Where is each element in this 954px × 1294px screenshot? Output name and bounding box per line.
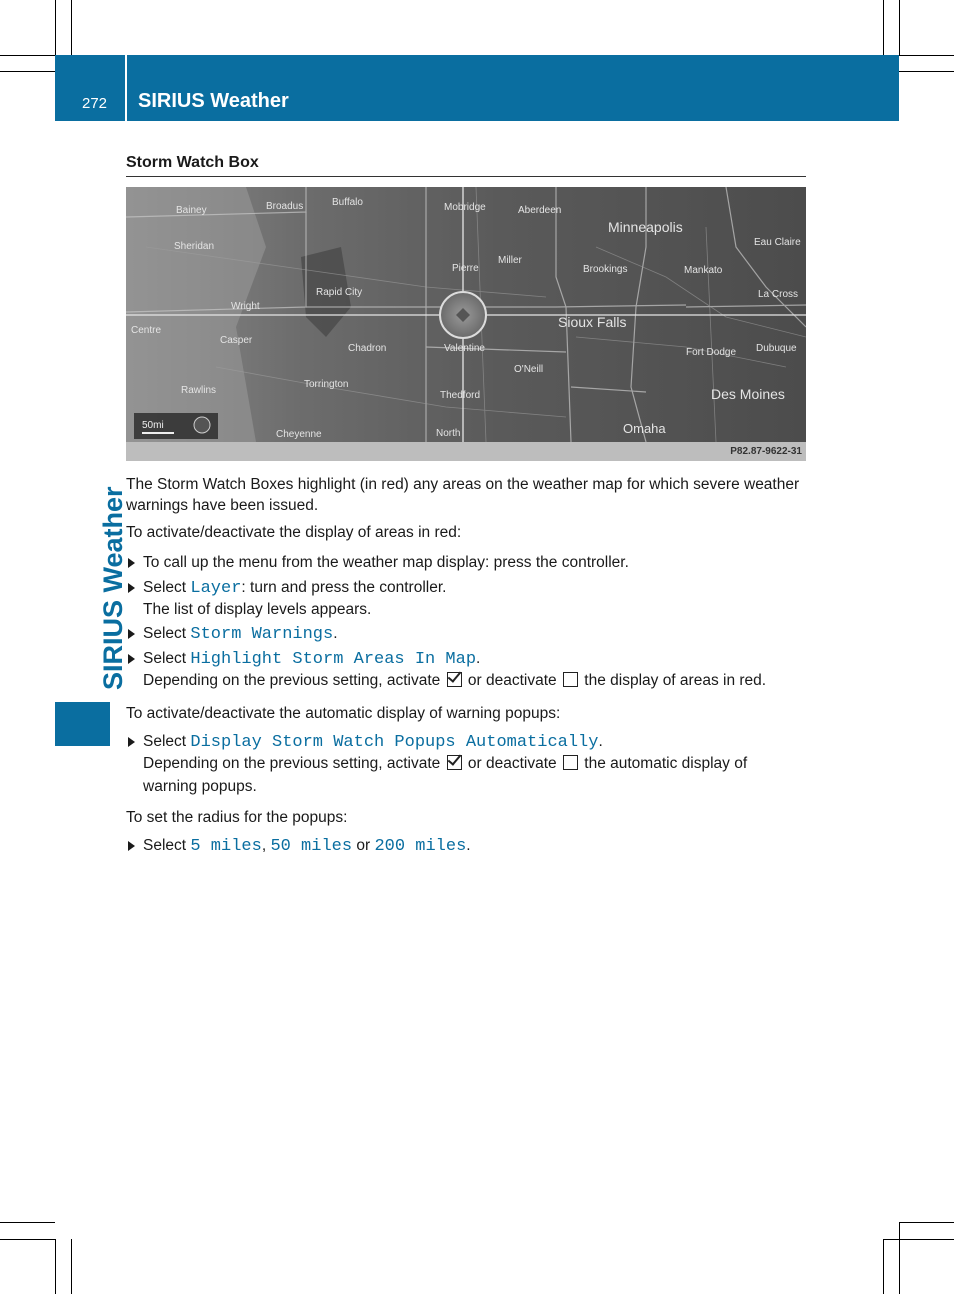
step-text: To call up the menu from the weather map display: press the controller. — [143, 554, 629, 571]
chapter-title: SIRIUS Weather — [138, 90, 289, 112]
step-arrow-icon — [128, 654, 135, 664]
map-label: Des Moines — [711, 386, 785, 402]
map-label: Aberdeen — [518, 205, 562, 216]
menu-option-50-miles: 50 miles — [270, 837, 353, 856]
crop-mark — [55, 0, 56, 55]
step-note: the display of areas in red. — [584, 672, 767, 689]
compass-icon — [194, 417, 210, 433]
step-text: . — [466, 837, 471, 854]
crop-mark — [899, 0, 900, 55]
map-label: Sheridan — [174, 241, 215, 252]
step-text: . — [333, 625, 338, 642]
map-label: Minneapolis — [608, 219, 683, 235]
map-label: Mankato — [684, 265, 723, 276]
step-text: Select — [143, 837, 191, 854]
figure-code: P82.87-9622-31 — [730, 446, 802, 457]
map-label: Cheyenne — [276, 429, 322, 440]
map-label: Casper — [220, 335, 253, 346]
step-text: Select — [143, 733, 191, 750]
crop-mark — [0, 71, 55, 72]
step-text: Select — [143, 650, 191, 667]
section-title: Storm Watch Box — [126, 154, 259, 171]
side-chapter-label: SIRIUS Weather — [98, 486, 128, 690]
checkbox-checked-icon — [447, 672, 462, 687]
crop-mark — [0, 1239, 55, 1240]
map-label: Valentine — [444, 343, 485, 354]
step-note: the automatic display of — [584, 755, 748, 772]
section-rule — [126, 176, 806, 177]
map-label: Chadron — [348, 343, 387, 354]
menu-option-layer: Layer — [190, 579, 242, 598]
side-tab — [55, 702, 110, 746]
page-number: 272 — [82, 95, 108, 112]
step-note: The list of display levels appears. — [143, 601, 372, 618]
checkbox-empty-icon — [563, 755, 578, 770]
step-select-display-popups — [126, 731, 811, 800]
map-label: Broadus — [266, 201, 304, 212]
step-select-radius — [126, 835, 811, 857]
crop-mark — [899, 1222, 954, 1223]
step-note: Depending on the previous setting, activate — [143, 672, 441, 689]
step-text: . — [598, 733, 603, 750]
step-text: Select — [143, 579, 191, 596]
activate-popups-heading: To activate/deactivate the automatic display of warning popups: — [126, 705, 561, 722]
map-label: Sioux Falls — [558, 314, 627, 330]
map-label: La Cross — [758, 289, 799, 300]
map-label: Eau Claire — [754, 237, 801, 248]
map-label: Fort Dodge — [686, 347, 737, 358]
step-note: or deactivate — [467, 755, 557, 772]
map-label: Miller — [498, 255, 522, 266]
crop-mark — [55, 1239, 56, 1294]
step-note: warning popups. — [143, 778, 257, 795]
map-label: North — [436, 428, 461, 439]
map-label: Wright — [231, 301, 260, 312]
step-text: : turn and press the controller. — [241, 579, 447, 596]
checkbox-checked-icon — [447, 755, 462, 770]
checkbox-empty-icon — [563, 672, 578, 687]
step-text: Select — [143, 625, 191, 642]
weather-map-figure — [126, 187, 806, 461]
step-call-menu — [126, 552, 811, 573]
crop-mark — [883, 0, 884, 55]
map-label: Mobridge — [444, 202, 486, 213]
step-arrow-icon — [128, 841, 135, 851]
crop-mark — [899, 71, 954, 72]
map-label: Bainey — [176, 205, 207, 216]
menu-option-storm-warnings: Storm Warnings — [190, 625, 334, 644]
menu-option-200-miles: 200 miles — [374, 837, 467, 856]
crop-mark — [883, 1239, 954, 1240]
weather-map — [126, 187, 806, 442]
step-arrow-icon — [128, 737, 135, 747]
crop-mark — [899, 55, 954, 56]
map-label: Rawlins — [181, 385, 217, 396]
crop-mark — [71, 1239, 72, 1294]
map-label: Brookings — [583, 264, 628, 275]
step-text: , — [261, 837, 271, 854]
map-label: Pierre — [452, 263, 479, 274]
map-label: O'Neill — [514, 364, 544, 375]
step-select-highlight — [126, 648, 811, 691]
crop-mark — [71, 0, 72, 55]
crop-mark — [0, 1222, 55, 1223]
map-label: Torrington — [304, 379, 349, 390]
map-label: Dubuque — [756, 343, 797, 354]
step-arrow-icon — [128, 558, 135, 568]
menu-option-highlight-storm-areas: Highlight Storm Areas In Map — [190, 650, 477, 669]
menu-option-5-miles: 5 miles — [190, 837, 262, 856]
step-select-layer — [126, 577, 811, 620]
menu-option-display-popups: Display Storm Watch Popups Automatically — [190, 733, 599, 752]
map-scale-label: 50mi — [142, 420, 164, 431]
step-select-storm-warnings — [126, 623, 811, 645]
step-arrow-icon — [128, 629, 135, 639]
activate-red-heading: To activate/deactivate the display of areas in red: — [126, 524, 462, 541]
crop-mark — [0, 55, 55, 56]
radius-heading: To set the radius for the popups: — [126, 809, 348, 826]
step-note: Depending on the previous setting, activate — [143, 755, 441, 772]
crop-mark — [899, 1222, 900, 1294]
header-divider — [125, 55, 127, 121]
step-note: or deactivate — [467, 672, 557, 689]
map-label: Rapid City — [316, 287, 363, 298]
map-label: Thedford — [440, 390, 481, 401]
map-label: Omaha — [623, 421, 666, 436]
map-label: Centre — [131, 325, 162, 336]
crop-mark — [883, 1239, 884, 1294]
intro-paragraph: The Storm Watch Boxes highlight (in red) any areas on the weather map for which severe weather warnings have been issued. — [126, 476, 800, 514]
step-arrow-icon — [128, 583, 135, 593]
step-text: or — [352, 837, 375, 854]
map-label: Buffalo — [332, 197, 363, 208]
step-text: . — [476, 650, 481, 667]
